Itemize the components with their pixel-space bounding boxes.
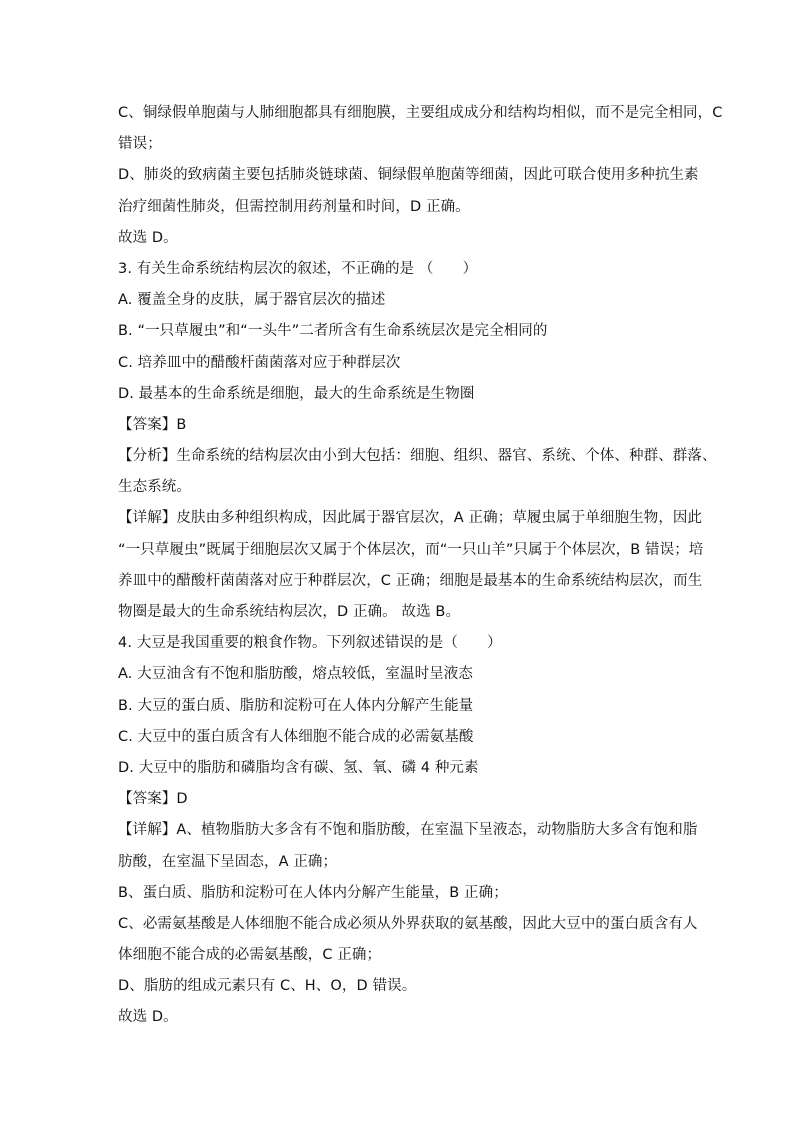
question-3-option-d: D. 最基本的生命系统是细胞，最大的生命系统是生物圈 xyxy=(118,385,475,402)
document-page xyxy=(118,98,723,1034)
question-4-detail-d: D、脂肪的组成元素只有 C、H、O，D 错误。 xyxy=(118,978,417,995)
question-4-stem: 4. 大豆是我国重要的粮食作物。下列叙述错误的是（ ） xyxy=(118,635,502,652)
text-line-c-explanation: C、铜绿假单胞菌与人肺细胞都具有细胞膜，主要组成成分和结构均相似，而不是完全相同，C xyxy=(118,105,723,121)
text-line-c-wrong: 错误； xyxy=(118,136,162,153)
question-4-detail-b: B、蛋白质、脂肪和淀粉可在人体内分解产生能量，B 正确； xyxy=(118,884,508,901)
text-line-d-explanation-cont: 治疗细菌性肺炎，但需控制用药剂量和时间，D 正确。 xyxy=(118,198,470,215)
text-line-d-explanation: D、肺炎的致病菌主要包括肺炎链球菌、铜绿假单胞菌等细菌，因此可联合使用多种抗生素 xyxy=(118,167,699,184)
question-4-choose-d: 故选 D。 xyxy=(118,1009,178,1026)
question-4-option-b: B. 大豆的蛋白质、脂肪和淀粉可在人体内分解产生能量 xyxy=(118,697,474,714)
question-3-detail-4: 物圈是最大的生命系统结构层次，D 正确。 故选 B。 xyxy=(118,604,461,620)
question-4-option-c: C. 大豆中的蛋白质含有人体细胞不能合成的必需氨基酸 xyxy=(118,728,474,745)
question-3-detail-3: 养皿中的醋酸杆菌菌落对应于种群层次，C 正确；细胞是最基本的生命系统结构层次，而生 xyxy=(118,572,703,589)
text-line-choose-d: 故选 D。 xyxy=(118,229,178,246)
question-3-option-c: C. 培养皿中的醋酸杆菌菌落对应于种群层次 xyxy=(118,354,401,371)
question-3-analysis: 【分析】生命系统的结构层次由小到大包括：细胞、组织、器官、系统、个体、种群、群落、 xyxy=(118,448,717,465)
question-3-answer: 【答案】B xyxy=(118,416,187,433)
question-4-option-a: A. 大豆油含有不饱和脂肪酸，熔点较低，室温时呈液态 xyxy=(118,666,473,683)
question-4-option-d: D. 大豆中的脂肪和磷脂均含有碳、氢、氧、磷 4 种元素 xyxy=(118,759,479,776)
question-3-option-a: A. 覆盖全身的皮肤，属于器官层次的描述 xyxy=(118,292,386,309)
question-4-detail-c-cont: 体细胞不能合成的必需氨基酸，C 正确； xyxy=(118,947,382,964)
question-3-detail-2: “一只草履虫”既属于细胞层次又属于个体层次，而“一只山羊”只属于个体层次，B 错误；培 xyxy=(118,541,704,558)
question-4-detail-a-cont: 肪酸，在室温下呈固态，A 正确； xyxy=(118,853,338,870)
question-3-stem: 3. 有关生命系统结构层次的叙述，不正确的是 （ ） xyxy=(118,260,478,277)
question-3-detail-1: 【详解】皮肤由多种组织构成，因此属于器官层次，A 正确；草履虫属于单细胞生物，因此 xyxy=(118,510,703,527)
question-3-option-b: B. “一只草履虫”和“一头牛”二者所含有生命系统层次是完全相同的 xyxy=(118,323,548,340)
question-4-detail-a: 【详解】A、植物脂肪大多含有不饱和脂肪酸，在室温下呈液态，动物脂肪大多含有饱和脂 xyxy=(118,822,698,839)
question-4-answer: 【答案】D xyxy=(118,791,188,808)
question-3-analysis-cont: 生态系统。 xyxy=(118,479,191,496)
question-4-detail-c: C、必需氨基酸是人体细胞不能合成必须从外界获取的氨基酸，因此大豆中的蛋白质含有人 xyxy=(118,915,698,932)
